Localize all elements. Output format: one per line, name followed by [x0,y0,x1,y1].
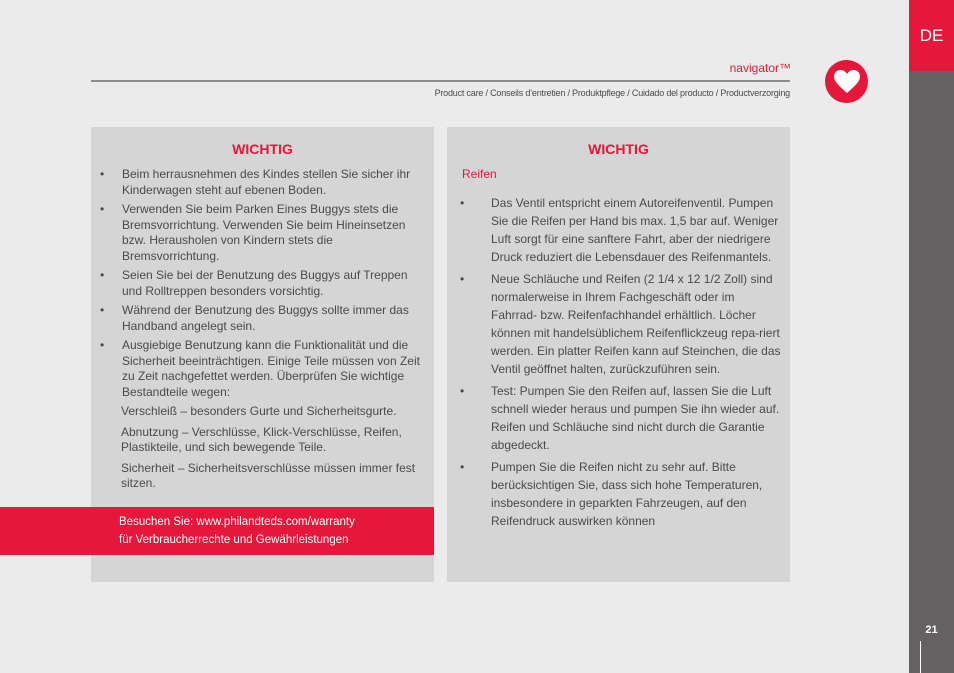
important-panel-right [447,127,790,582]
panel-heading: WICHTIG [588,141,649,157]
safety-list [100,167,430,497]
bullet-dot: • [460,272,465,286]
list-item [460,194,782,266]
tyre-list [460,194,782,534]
warranty-banner [0,507,434,555]
list-item [100,338,430,400]
bullet-dot: • [460,460,465,474]
sub-item: Sicherheit – Sicherheitsverschlüsse müssen immer fest sitzen. [121,460,416,490]
page-tick-divider [920,641,921,673]
list-item-text: Ausgiebige Benutzung kann die Funktionalität und die Sicherheit beeinträchtigen. Einige Teile müssen von Zeit zu Zeit nachgefettet werden. Überprüfen Sie wichtige Bestandteile wegen: [122,338,420,399]
list-item-text: Verwenden Sie beim Parken Eines Buggys stets die Bremsvorrichtung. Verwenden Sie beim Hineinsetzen bzw. Herausholen von Kindern stets die Bremsvorrichtung. [122,202,406,263]
bullet-dot: • [460,196,465,210]
list-item-text: Test: Pumpen Sie den Reifen auf, lassen Sie die Luft schnell wieder heraus und pumpen Sie ihn wieder auf. Reifen und Schläuche sind nicht durch die Garantie abgedeckt. [491,384,780,452]
list-item-text: Während der Benutzung des Buggys sollte immer das Handband angelegt sein. [122,303,409,333]
bullet-dot: • [100,202,105,216]
right-sidebar [909,0,954,673]
list-item [100,268,430,299]
list-item [100,202,430,264]
list-item [460,382,782,454]
sub-item: Abnutzung – Verschlüsse, Klick-Verschlüsse, Reifen, Plastikteile, und sich bewegende Teile. [121,424,402,454]
list-item-text: Beim herrausnehmen des Kindes stellen Sie sicher ihr Kinderwagen steht auf ebenen Boden. [122,167,411,197]
panel-heading: WICHTIG [232,141,293,157]
sub-item: Verschleiß – besonders Gurte und Sicherheitsgurte. [121,404,397,418]
header-divider [91,80,790,82]
list-item [460,458,782,530]
list-item-text: Das Ventil entspricht einem Autoreifenventil. Pumpen Sie die Reifen per Hand bis max. 1,5 bar auf. Weniger Luft sorgt für eine sanftere Fahrt, aber der niedrigere Druck reduziert die Lebensdauer des Reifenmantels. [491,196,779,264]
bullet-dot: • [100,167,105,181]
heart-icon [825,60,868,103]
list-item-text: Seien Sie bei der Benutzung des Buggys auf Treppen und Rolltreppen besonders vorsichtig. [122,268,408,298]
heart-icon-shape [833,69,861,95]
brand-name: navigator™ [729,61,791,75]
list-item [100,303,430,334]
list-item [460,270,782,378]
warranty-caption: für Verbraucherrechte und Gewährleistungen [119,534,349,546]
language-label: DE [919,25,944,45]
bullet-dot: • [100,268,105,282]
list-item-text: Neue Schläuche und Reifen (2 1/4 x 12 1/2 Zoll) sind normalerweise in Ihrem Fachgeschäft oder im Fahrrad- bzw. Reifenfachhandel erhältlich. Löcher können mit handelsüblichem Reifenflickzeug repa-riert werden. Ein platter Reifen kann auf Steinchen, die das Ventil geöffnet halten, zurückzuführen sein. [491,272,781,376]
page-number: 21 [925,624,938,636]
bullet-dot: • [100,338,105,352]
warranty-link[interactable]: Besuchen Sie: www.philandteds.com/warranty [119,516,355,528]
section-subheading: Reifen [462,167,497,181]
list-item-text: Pumpen Sie die Reifen nicht zu sehr auf. Bitte berücksichtigen Sie, dass sich hohe Temperaturen, insbesondere in geparkten Fahrzeugen, auf den Reifendruck auswirken können [491,460,763,528]
breadcrumb: Product care / Conseils d’entretien / Produktpflege / Cuidado del producto / Productverzorging [434,88,790,98]
bullet-dot: • [100,303,105,317]
list-item [100,167,430,198]
language-tab [909,0,954,71]
bullet-dot: • [460,384,465,398]
